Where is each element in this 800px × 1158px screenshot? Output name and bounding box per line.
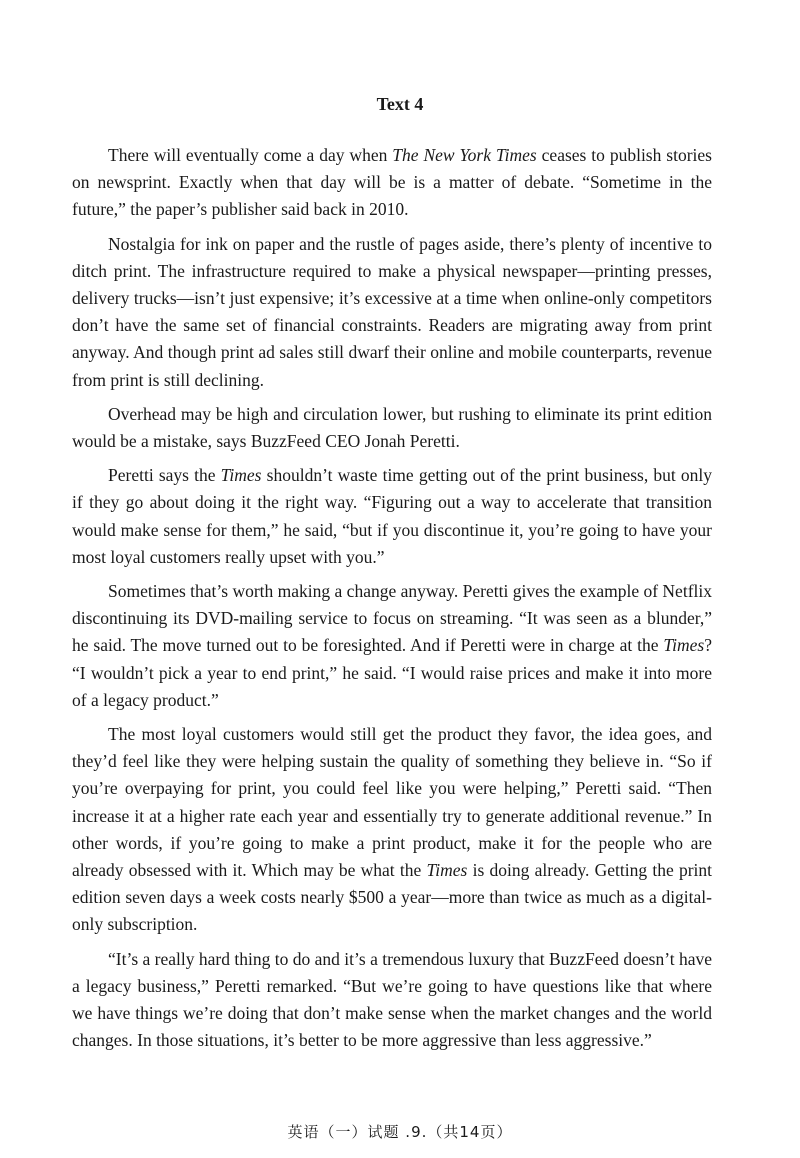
paragraph-3	[72, 401, 712, 455]
paragraph-text: Peretti says the	[108, 465, 221, 486]
newspaper-title: Times	[426, 860, 468, 881]
newspaper-title: Times	[663, 635, 705, 656]
paragraph-4	[72, 462, 712, 571]
section-heading: Text 4	[376, 94, 424, 114]
paragraph-text: ceases to publish stories on newsprint. Exactly when that day will be is a matter of debate. “Sometime in the future,” the paper’s publisher said back in 2010.	[72, 145, 712, 220]
paragraph-1	[72, 142, 712, 224]
paragraph-text: is doing already. Getting the print edition seven days a week costs nearly $500 a year—more than twice as much as a digital-only subscription.	[72, 860, 713, 935]
paragraph-text: Nostalgia for ink on paper and the rustle of pages aside, there’s plenty of incentive to ditch print. The infrastructure required to make a physical newspaper—printing presses, delivery trucks—isn’t just expensive; it’s excessive at a time when online-only competitors don’t have the same set of financial constraints. Readers are migrating away from print anyway. And though print ad sales still dwarf their online and mobile counterparts, revenue from print is still declining.	[72, 233, 712, 390]
article-body	[72, 142, 712, 1062]
paragraph-text: “It’s a really hard thing to do and it’s a tremendous luxury that BuzzFeed doesn’t have a legacy business,” Peretti remarked. “But we’re going to have questions like that where we have things we’re doing that don’t make sense when the market changes and the world changes. In those situations, it’s better to be more aggressive than less aggressive.”	[72, 948, 712, 1051]
paragraph-6	[72, 721, 712, 939]
paragraph-text: There will eventually come a day when	[108, 145, 393, 165]
paragraph-text: Overhead may be high and circulation lower, but rushing to eliminate its print edition would be a mistake, says BuzzFeed CEO Jonah Peretti.	[72, 403, 712, 452]
page-footer: 英语（一）试题 .9.（共14页）	[287, 1123, 513, 1141]
newspaper-title: Times	[220, 465, 262, 486]
paragraph-2	[72, 231, 712, 394]
paragraph-5	[72, 578, 712, 714]
paragraph-text: Sometimes that’s worth making a change anyway. Peretti gives the example of Netflix discontinuing its DVD-mailing service to focus on streaming. “It was seen as a blunder,” he said. The move turned out to be foresighted. And if Peretti were in charge at the	[72, 581, 712, 656]
paragraph-text: ? “I wouldn’t pick a year to end print,” he said. “I would raise prices and make it into more of a legacy product.”	[72, 635, 712, 710]
paragraph-text: The most loyal customers would still get the product they favor, the idea goes, and they’d feel like they were helping sustain the quality of something they believe in. “So if you’re overpaying for print, you could feel like you were helping,” Peretti said. “Then increase it at a higher rate each year and essentially try to generate additional revenue.” In other words, if you’re going to make a print product, make it for the people who are already obsessed with it. Which may be what the	[72, 724, 712, 881]
newspaper-title: The New York Times	[392, 145, 537, 165]
paragraph-7	[72, 946, 712, 1055]
paragraph-text: shouldn’t waste time getting out of the print business, but only if they go about doing it the right way. “Figuring out a way to accelerate that transition would make sense for them,” he said, “but if you discontinue it, you’re going to have your most loyal customers really upset with you.”	[72, 465, 712, 567]
